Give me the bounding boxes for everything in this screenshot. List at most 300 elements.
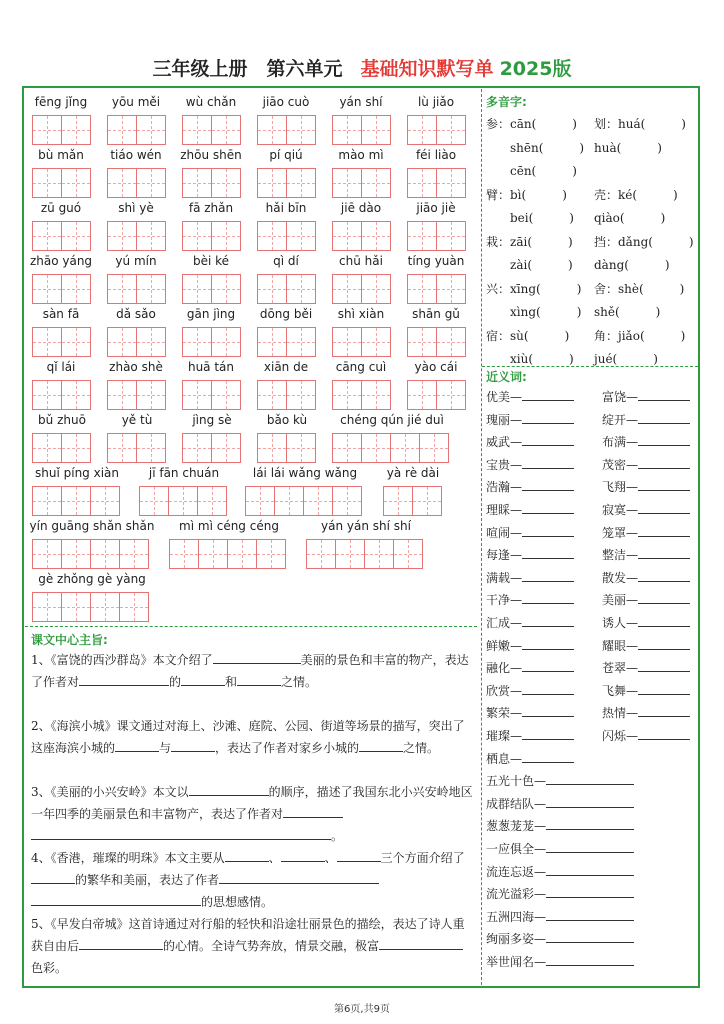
pinyin-label: jìng sè [192,413,232,427]
writing-cell[interactable] [436,274,466,304]
pinyin-label: yào cái [414,360,458,374]
writing-grid[interactable] [306,539,422,569]
synonym-entry[interactable]: 理睬— [486,501,574,518]
idiom-entry[interactable]: 五洲四海— [486,908,634,925]
pinyin-label: shì xiàn [337,307,385,321]
synonym-title: 近义词: [486,370,527,384]
writing-cell[interactable] [332,221,362,251]
pinyin-label: mì mì céng céng [179,519,279,533]
writing-cell[interactable] [136,221,166,251]
writing-grid[interactable] [32,539,148,569]
synonym-entry[interactable]: 欣赏— [486,682,574,699]
polyphone-entry[interactable]: huà( ) [594,140,662,155]
pinyin-label: hǎi bīn [265,201,307,215]
writing-cell[interactable] [407,274,437,304]
writing-grid[interactable] [32,115,90,145]
idiom-entry[interactable]: 五光十色— [486,772,634,789]
writing-cell[interactable] [257,274,287,304]
section-divider [482,366,698,367]
idiom-entry[interactable]: 举世闻名— [486,953,634,970]
polyphone-entry[interactable]: 挡：dǎng( ) [594,234,694,249]
summary-paragraph-1 [31,649,475,693]
writing-grid[interactable] [182,221,240,251]
pinyin-label: wù chǎn [185,95,237,109]
writing-cell[interactable] [256,539,286,569]
polyphone-entry[interactable]: bei( ) [486,211,574,225]
summary-text: 与 [159,741,172,755]
fill-blank[interactable] [379,936,463,950]
writing-cell[interactable] [61,433,91,463]
pinyin-label: lái lái wǎng wǎng [252,466,358,480]
writing-cell[interactable] [182,221,212,251]
writing-cell[interactable] [119,539,149,569]
section-divider [25,626,477,627]
idiom-entry[interactable]: 葱葱茏茏— [486,817,634,834]
summary-text: 的思想感情。 [201,895,274,909]
fill-blank[interactable] [225,848,269,862]
writing-cell[interactable] [361,327,391,357]
writing-cell[interactable] [61,486,91,516]
pinyin-label: lù jiǎo [417,95,455,109]
pinyin-label: gè zhǒng gè yàng [38,572,146,586]
writing-cell[interactable] [257,168,287,198]
fill-blank[interactable] [281,848,325,862]
writing-cell[interactable] [61,221,91,251]
polyphone-entry[interactable]: 兴：xīng( ) [486,281,582,296]
writing-cell[interactable] [136,327,166,357]
writing-cell[interactable] [390,433,420,463]
writing-cell[interactable] [182,168,212,198]
synonym-entry[interactable]: 热情— [602,704,690,721]
writing-cell[interactable] [107,327,137,357]
writing-cell[interactable] [407,168,437,198]
synonym-entry[interactable]: 闪烁— [602,727,690,744]
synonym-entry[interactable]: 散发— [602,569,690,586]
synonym-entry[interactable]: 耀眼— [602,637,690,654]
writing-cell[interactable] [32,274,62,304]
synonym-entry[interactable]: 富饶— [602,388,690,405]
polyphone-entry[interactable]: jué( ) [594,352,658,366]
writing-cell[interactable] [32,327,62,357]
polyphone-entry[interactable]: shě( ) [594,305,661,319]
pinyin-label: sàn fā [42,307,80,321]
writing-cell[interactable] [361,274,391,304]
pinyin-label: fā zhǎn [188,201,234,215]
writing-cell[interactable] [32,115,62,145]
writing-cell[interactable] [197,486,227,516]
writing-cell[interactable] [412,486,442,516]
writing-grid[interactable] [107,115,165,145]
writing-grid[interactable] [407,274,465,304]
writing-cell[interactable] [407,115,437,145]
writing-grid[interactable] [383,486,441,516]
writing-grid[interactable] [257,274,315,304]
writing-grid[interactable] [182,380,240,410]
synonym-entry[interactable]: 繁荣— [486,704,574,721]
writing-grid[interactable] [407,221,465,251]
writing-cell[interactable] [306,539,336,569]
summary-paragraph-5 [31,913,475,979]
pinyin-label: bèi ké [192,254,230,268]
writing-cell[interactable] [211,274,241,304]
writing-cell[interactable] [61,327,91,357]
writing-cell[interactable] [32,486,62,516]
pinyin-label: yě tù [121,413,153,427]
pinyin-label: dǎ sǎo [116,307,156,321]
writing-cell[interactable] [32,380,62,410]
pinyin-label: yōu měi [111,95,161,109]
pinyin-label: qì dí [273,254,299,268]
idiom-entry[interactable]: 绚丽多姿— [486,930,634,947]
polyphone-entry[interactable]: 划：huá( ) [594,117,686,131]
fill-blank[interactable] [79,672,169,686]
idiom-entry[interactable]: 成群结队— [486,795,634,812]
left-column [25,89,477,985]
writing-cell[interactable] [61,115,91,145]
writing-cell[interactable] [274,486,304,516]
writing-cell[interactable] [257,433,287,463]
writing-cell[interactable] [245,486,275,516]
writing-cell[interactable] [136,380,166,410]
writing-grid[interactable] [107,380,165,410]
summary-text: 之情。 [403,741,440,755]
writing-cell[interactable] [257,327,287,357]
writing-cell[interactable] [139,486,169,516]
polyphone-entry[interactable]: 壳：ké( ) [594,187,678,202]
writing-grid[interactable] [332,433,448,463]
pinyin-label: shān gǔ [412,307,460,321]
writing-grid[interactable] [182,433,240,463]
pinyin-label: fēng jǐng [34,95,88,109]
writing-grid[interactable] [182,115,240,145]
writing-cell[interactable] [136,168,166,198]
synonym-entry[interactable]: 鲜嫩— [486,637,574,654]
summary-text: 4、《香港，璀璨的明珠》本文主要从 [31,851,225,865]
writing-grid[interactable] [107,274,165,304]
fill-blank[interactable] [359,738,403,752]
summary-text: 2、《海滨小城》课文通过对海上、沙滩、庭院、公园、街道等场景的描写，突出了这座海滨小城的 [31,719,465,755]
writing-cell[interactable] [361,433,391,463]
synonym-entry[interactable]: 优美— [486,388,574,405]
polyphone-entry[interactable]: xìng( ) [486,305,582,319]
writing-cell[interactable] [107,115,137,145]
title-grade-unit: 三年级上册 第六单元 [152,58,343,80]
writing-cell[interactable] [286,221,316,251]
writing-cell[interactable] [436,327,466,357]
writing-cell[interactable] [182,380,212,410]
writing-cell[interactable] [286,168,316,198]
polyphone-entry[interactable]: zài( ) [486,258,573,272]
writing-grid[interactable] [407,380,465,410]
writing-grid[interactable] [257,433,315,463]
writing-grid[interactable] [245,486,361,516]
writing-cell[interactable] [168,486,198,516]
writing-cell[interactable] [182,274,212,304]
writing-grid[interactable] [182,327,240,357]
polyphone-title: 多音字: [486,95,527,109]
right-column [481,89,697,985]
pinyin-label: tíng yuàn [407,254,465,268]
writing-grid[interactable] [32,327,90,357]
writing-grid[interactable] [182,168,240,198]
writing-cell[interactable] [286,433,316,463]
pinyin-label: tiáo wén [110,148,162,162]
writing-cell[interactable] [361,221,391,251]
writing-cell[interactable] [257,115,287,145]
synonym-entry[interactable]: 干净— [486,591,574,608]
fill-blank[interactable] [181,672,225,686]
writing-cell[interactable] [332,486,362,516]
fill-blank[interactable] [337,848,381,862]
writing-cell[interactable] [383,486,413,516]
summary-text: 的繁华和美丽，表达了作者 [75,873,220,887]
writing-cell[interactable] [286,380,316,410]
writing-grid[interactable] [32,592,148,622]
fill-blank[interactable] [31,826,331,840]
writing-cell[interactable] [61,274,91,304]
writing-cell[interactable] [257,221,287,251]
writing-cell[interactable] [61,380,91,410]
writing-cell[interactable] [332,327,362,357]
writing-cell[interactable] [303,486,333,516]
summary-text: 。 [331,829,344,843]
writing-cell[interactable] [32,592,62,622]
synonym-entry[interactable]: 满载— [486,569,574,586]
synonym-entry[interactable]: 整洁— [602,546,690,563]
synonym-entry[interactable]: 每逢— [486,546,574,563]
polyphone-entry[interactable]: 参：cān( ) [486,117,577,131]
fill-blank[interactable] [213,650,301,664]
writing-grid[interactable] [107,327,165,357]
pinyin-label: bǎo kù [266,413,308,427]
writing-cell[interactable] [32,221,62,251]
writing-cell[interactable] [286,327,316,357]
pinyin-label: jiāo cuò [262,95,310,109]
pinyin-label: chéng qún jié duì [340,413,444,427]
writing-cell[interactable] [332,433,362,463]
writing-cell[interactable] [335,539,365,569]
writing-cell[interactable] [436,221,466,251]
writing-cell[interactable] [361,380,391,410]
synonym-entry[interactable]: 苍翠— [602,659,690,676]
synonym-entry[interactable]: 笼罩— [602,524,690,541]
writing-grid[interactable] [332,274,390,304]
writing-grid[interactable] [32,274,90,304]
writing-cell[interactable] [136,274,166,304]
summary-text: 色彩。 [31,961,68,975]
synonym-entry[interactable]: 瑰丽— [486,411,574,428]
writing-cell[interactable] [361,168,391,198]
writing-cell[interactable] [211,327,241,357]
synonym-entry[interactable]: 璀璨— [486,727,574,744]
fill-blank[interactable] [31,892,201,906]
writing-cell[interactable] [32,539,62,569]
fill-blank[interactable] [79,936,163,950]
writing-grid[interactable] [182,274,240,304]
writing-grid[interactable] [107,433,165,463]
idiom-entry[interactable]: 一应俱全— [486,840,634,857]
synonym-entry[interactable]: 汇成— [486,614,574,631]
writing-grid[interactable] [257,380,315,410]
writing-cell[interactable] [436,380,466,410]
synonym-entry[interactable]: 布满— [602,433,690,450]
polyphone-entry[interactable]: 舍：shè( ) [594,281,685,296]
writing-cell[interactable] [211,115,241,145]
idiom-entry[interactable]: 流连忘返— [486,863,634,880]
polyphone-entry[interactable]: qiào( ) [594,211,666,225]
fill-blank[interactable] [219,870,379,884]
writing-cell[interactable] [107,221,137,251]
pinyin-label: mào mì [338,148,384,162]
idiom-entry[interactable]: 流光溢彩— [486,885,634,902]
synonym-entry[interactable]: 浩瀚— [486,478,574,495]
writing-cell[interactable] [211,433,241,463]
writing-grid[interactable] [407,327,465,357]
writing-cell[interactable] [361,115,391,145]
polyphone-entry[interactable]: 角：jiǎo( ) [594,328,686,343]
writing-cell[interactable] [332,168,362,198]
writing-grid[interactable] [107,168,165,198]
writing-cell[interactable] [169,539,199,569]
writing-cell[interactable] [332,115,362,145]
polyphone-entry[interactable]: 臂：bì( ) [486,187,567,202]
summary-text: 和 [225,675,238,689]
writing-cell[interactable] [227,539,257,569]
writing-grid[interactable] [32,433,90,463]
writing-cell[interactable] [436,168,466,198]
writing-cell[interactable] [407,221,437,251]
writing-cell[interactable] [107,380,137,410]
polyphone-entry[interactable]: shēn( ) [486,140,585,155]
pinyin-label: huā tán [187,360,235,374]
writing-cell[interactable] [211,221,241,251]
fill-blank[interactable] [31,870,75,884]
writing-cell[interactable] [182,115,212,145]
pinyin-label: chū hǎi [339,254,383,268]
writing-grid[interactable] [32,486,119,516]
writing-cell[interactable] [286,115,316,145]
pinyin-label: dōng běi [259,307,313,321]
writing-grid[interactable] [32,221,90,251]
writing-cell[interactable] [182,433,212,463]
writing-grid[interactable] [407,168,465,198]
pinyin-label: jiē dào [340,201,382,215]
writing-cell[interactable] [257,380,287,410]
writing-cell[interactable] [90,539,120,569]
polyphone-entry[interactable]: 宿：sù( ) [486,328,570,343]
writing-cell[interactable] [32,168,62,198]
writing-cell[interactable] [90,486,120,516]
summary-paragraph-4 [31,847,475,913]
writing-cell[interactable] [286,274,316,304]
fill-blank[interactable] [115,738,159,752]
writing-grid[interactable] [257,168,315,198]
synonym-entry[interactable]: 美丽— [602,591,690,608]
writing-grid[interactable] [332,221,390,251]
pinyin-label: jiāo jiè [416,201,456,215]
writing-cell[interactable] [436,115,466,145]
writing-grid[interactable] [332,380,390,410]
writing-grid[interactable] [257,327,315,357]
polyphone-entry[interactable]: xiù( ) [486,352,574,366]
writing-cell[interactable] [90,592,120,622]
writing-cell[interactable] [332,274,362,304]
writing-cell[interactable] [182,327,212,357]
writing-cell[interactable] [198,539,228,569]
writing-cell[interactable] [419,433,449,463]
writing-cell[interactable] [61,168,91,198]
synonym-entry[interactable]: 诱人— [602,614,690,631]
writing-cell[interactable] [136,115,166,145]
synonym-entry[interactable]: 栖息— [486,750,574,767]
synonym-entry[interactable]: 融化— [486,659,574,676]
synonym-entry[interactable]: 绽开— [602,411,690,428]
writing-grid[interactable] [332,168,390,198]
writing-grid[interactable] [257,221,315,251]
synonym-entry[interactable]: 喧闹— [486,524,574,541]
writing-cell[interactable] [332,380,362,410]
fill-blank[interactable] [171,738,215,752]
writing-grid[interactable] [107,221,165,251]
synonym-entry[interactable]: 飞舞— [602,682,690,699]
synonym-entry[interactable]: 寂寞— [602,501,690,518]
summary-title: 课文中心主旨: [31,633,108,647]
polyphone-entry[interactable]: dàng( ) [594,258,670,272]
polyphone-entry[interactable]: 栽：zāi( ) [486,234,573,249]
summary-text: 3、《美丽的小兴安岭》本文以 [31,785,189,799]
writing-cell[interactable] [61,592,91,622]
writing-grid[interactable] [139,486,226,516]
writing-cell[interactable] [61,539,91,569]
writing-cell[interactable] [107,274,137,304]
writing-cell[interactable] [119,592,149,622]
writing-cell[interactable] [136,433,166,463]
pinyin-label: zhào shè [109,360,163,374]
writing-grid[interactable] [32,168,90,198]
writing-grid[interactable] [407,115,465,145]
writing-grid[interactable] [257,115,315,145]
writing-cell[interactable] [407,327,437,357]
pinyin-label: yà rè dài [386,466,440,480]
writing-grid[interactable] [332,115,390,145]
writing-cell[interactable] [107,433,137,463]
writing-cell[interactable] [364,539,394,569]
writing-cell[interactable] [107,168,137,198]
writing-grid[interactable] [332,327,390,357]
fill-blank[interactable] [237,672,281,686]
writing-cell[interactable] [407,380,437,410]
fill-blank[interactable] [283,804,343,818]
writing-grid[interactable] [169,539,285,569]
writing-cell[interactable] [393,539,423,569]
synonym-entry[interactable]: 威武— [486,433,574,450]
summary-paragraph-2 [31,715,475,759]
pinyin-label: yán yán shí shí [321,519,411,533]
fill-blank[interactable] [189,782,269,796]
writing-cell[interactable] [211,380,241,410]
writing-cell[interactable] [32,433,62,463]
writing-cell[interactable] [211,168,241,198]
writing-grid[interactable] [32,380,90,410]
synonym-entry[interactable]: 茂密— [602,456,690,473]
pinyin-label: qǐ lái [46,360,76,374]
synonym-entry[interactable]: 宝贵— [486,456,574,473]
summary-text: ，表达了作者对家乡小城的 [215,741,360,755]
pinyin-label: yín guāng shǎn shǎn [29,519,155,533]
polyphone-entry[interactable]: cēn( ) [486,164,577,178]
synonym-entry[interactable]: 飞翔— [602,478,690,495]
pinyin-label: yán shí [339,95,383,109]
